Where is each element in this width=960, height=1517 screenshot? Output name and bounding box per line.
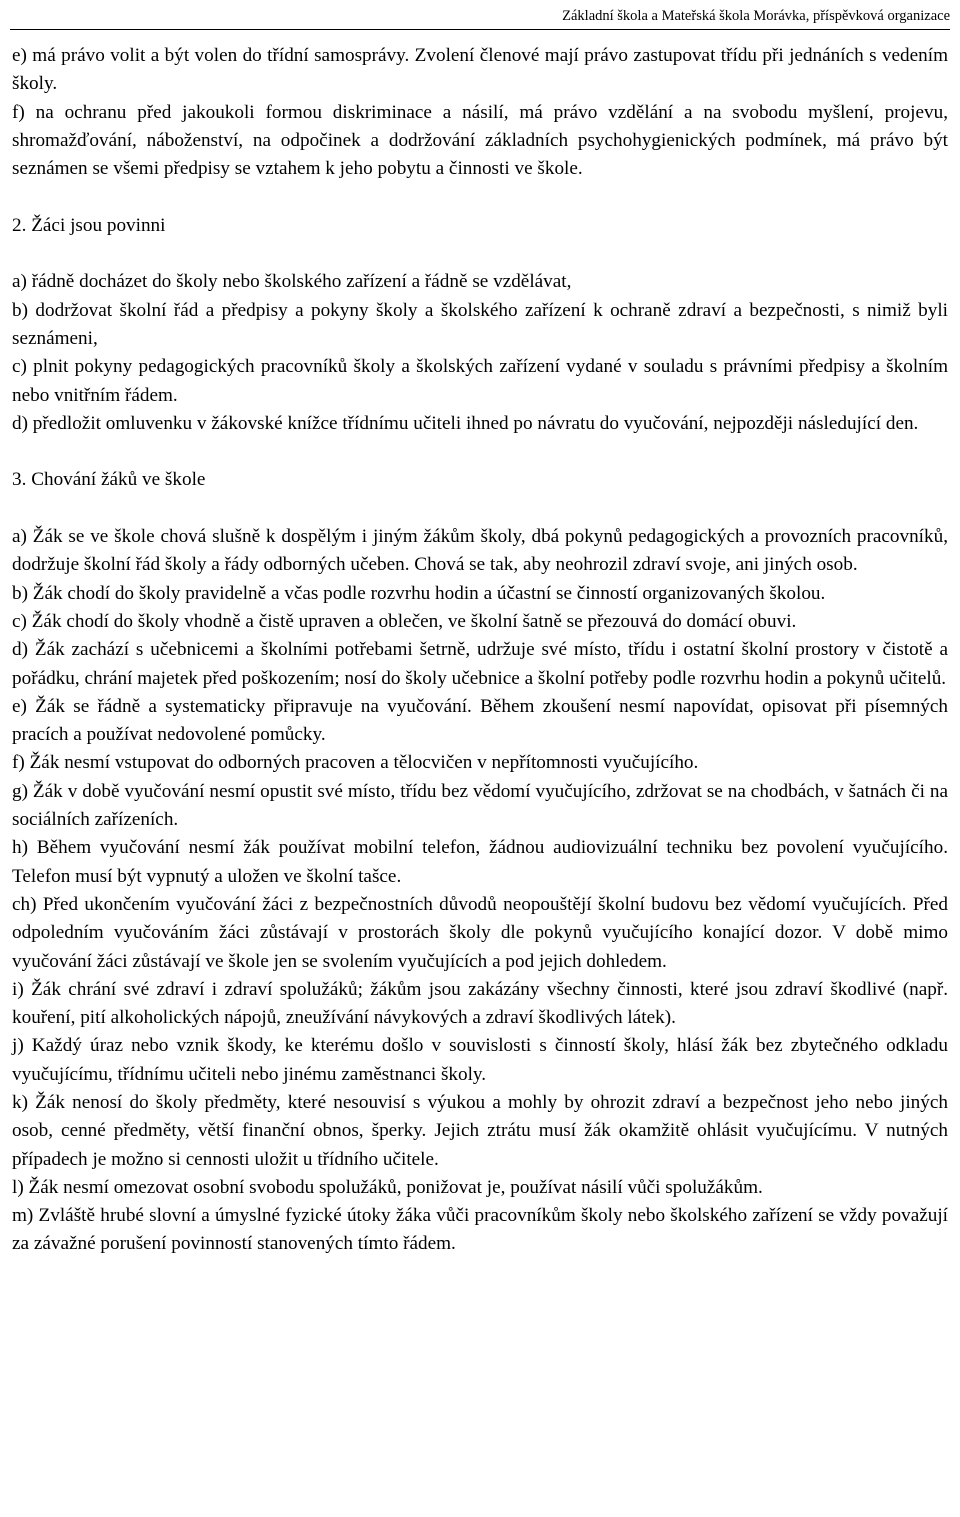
paragraph-duty-d: d) předložit omluvenku v žákovské knížce třídnímu učiteli ihned po návratu do vyučování, nejpozději následující den.	[12, 412, 919, 434]
paragraph-duty-b: b) dodržovat školní řád a předpisy a pokyny školy a školského zařízení k ochraně zdraví a bezpečnosti, s nimiž byli seznámeni,	[12, 299, 948, 349]
spacer	[12, 438, 948, 466]
paragraph-behaviour-f: f) Žák nesmí vstupovat do odborných pracoven a tělocvičen v nepřítomnosti vyučujícího.	[12, 752, 699, 774]
paragraph-behaviour-b: b) Žák chodí do školy pravidelně a včas podle rozvrhu hodin a účastní se činností organizovaných školou.	[12, 582, 826, 604]
paragraph-rights-e: e) má právo volit a být volen do třídní samosprávy. Zvolení členové mají právo zastupovat třídu při jednáních s vedením školy.	[12, 45, 948, 95]
spacer	[12, 183, 948, 211]
paragraph-behaviour-d: d) Žák zachází s učebnicemi a školními potřebami šetrně, udržuje své místo, třídu i ostatní školní prostory v čistotě a pořádku, chrání majetek před poškozením; nosí do školy učebnice a školní potřeby podle rozvrhu hodin a pokynů učitelů.	[12, 639, 948, 689]
paragraph-duty-c: c) plnit pokyny pedagogických pracovníků školy a školských zařízení vydané v souladu s právními předpisy a školním nebo vnitřním řádem.	[12, 356, 948, 406]
paragraph-behaviour-m: m) Zvláště hrubé slovní a úmyslné fyzické útoky žáka vůči pracovníkům školy nebo školského zařízení se vždy považují za závažné porušení povinností stanovených tímto řádem.	[12, 1205, 948, 1255]
paragraph-behaviour-k: k) Žák nenosí do školy předměty, které nesouvisí s výukou a mohly by ohrozit zdraví a bezpečnost jeho nebo jiných osob, cenné předměty, větší finanční obnos, šperky. Jejich ztrátu musí žák okamžitě ohlásit vyučujícímu. V nutných případech je možno si cennosti uložit u třídního učitele.	[12, 1091, 948, 1170]
spacer	[12, 240, 948, 268]
page-header	[10, 6, 950, 30]
paragraph-behaviour-j: j) Každý úraz nebo vznik škody, ke kterému došlo v souvislosti s činností školy, hlásí žák bez zbytečného odkladu vyučujícímu, třídnímu učiteli nebo jinému zaměstnanci školy.	[12, 1035, 948, 1085]
paragraph-duty-a: a) řádně docházet do školy nebo školského zařízení a řádně se vzdělávat,	[12, 271, 572, 293]
spacer	[12, 495, 948, 523]
paragraph-behaviour-g: g) Žák v době vyučování nesmí opustit své místo, třídu bez vědomí vyučujícího, zdržovat se na chodbách, v šatnách či na sociálních zařízeních.	[12, 780, 948, 831]
paragraph-behaviour-c: c) Žák chodí do školy vhodně a čistě upraven a oblečen, ve školní šatně se přezouvá do domácí obuvi.	[12, 610, 797, 632]
section-heading-behaviour: 3. Chování žáků ve škole	[12, 469, 206, 491]
paragraph-behaviour-l: l) Žák nesmí omezovat osobní svobodu spolužáků, ponižovat je, používat násilí vůči spolužákům.	[12, 1176, 763, 1198]
header-title: Základní škola a Mateřská škola Morávka, příspěvková organizace	[562, 8, 950, 24]
section-heading-duties: 2. Žáci jsou povinni	[12, 214, 166, 236]
paragraph-behaviour-a: a) Žák se ve škole chová slušně k dospělým i jiným žákům školy, dbá pokynů pedagogických a provozních pracovníků, dodržuje školní řád školy a řády odborných učeben. Chová se tak, aby neohrozil zdraví svoje, ani jiných osob.	[12, 526, 948, 576]
paragraph-behaviour-ch: ch) Před ukončením vyučování žáci z bezpečnostních důvodů neopouštějí školní budovu bez vědomí vyučujících. Před odpoledním vyučováním žáci zůstávají v prostorách školy dle pokynů vyučujícího konající dozor. V době mimo vyučování žáci zůstávají ve škole jen se svolením vyučujících a pod jejich dohledem.	[12, 893, 948, 972]
paragraph-behaviour-i: i) Žák chrání své zdraví i zdraví spolužáků; žákům jsou zakázány všechny činnosti, které jsou zdraví škodlivé (např. kouření, pití alkoholických nápojů, zneužívání návykových a zdraví škodlivých látek).	[12, 978, 948, 1029]
paragraph-rights-f: f) na ochranu před jakoukoli formou diskriminace a násilí, má právo vzdělání a na svobodu myšlení, projevu, shromažďování, náboženství, na odpočinek a dodržování základních psychohygienických podmínek, má právo být seznámen se všemi předpisy se vztahem k jeho pobytu a činnosti ve škole.	[12, 101, 948, 180]
paragraph-behaviour-h: h) Během vyučování nesmí žák používat mobilní telefon, žádnou audiovizuální techniku bez povolení vyučujícího. Telefon musí být vypnutý a uložen ve školní tašce.	[12, 837, 948, 887]
document-body	[12, 42, 948, 1259]
paragraph-behaviour-e: e) Žák se řádně a systematicky připravuje na vyučování. Během zkoušení nesmí napovídat, opisovat při písemných pracích a používat nedovolené pomůcky.	[12, 695, 948, 746]
